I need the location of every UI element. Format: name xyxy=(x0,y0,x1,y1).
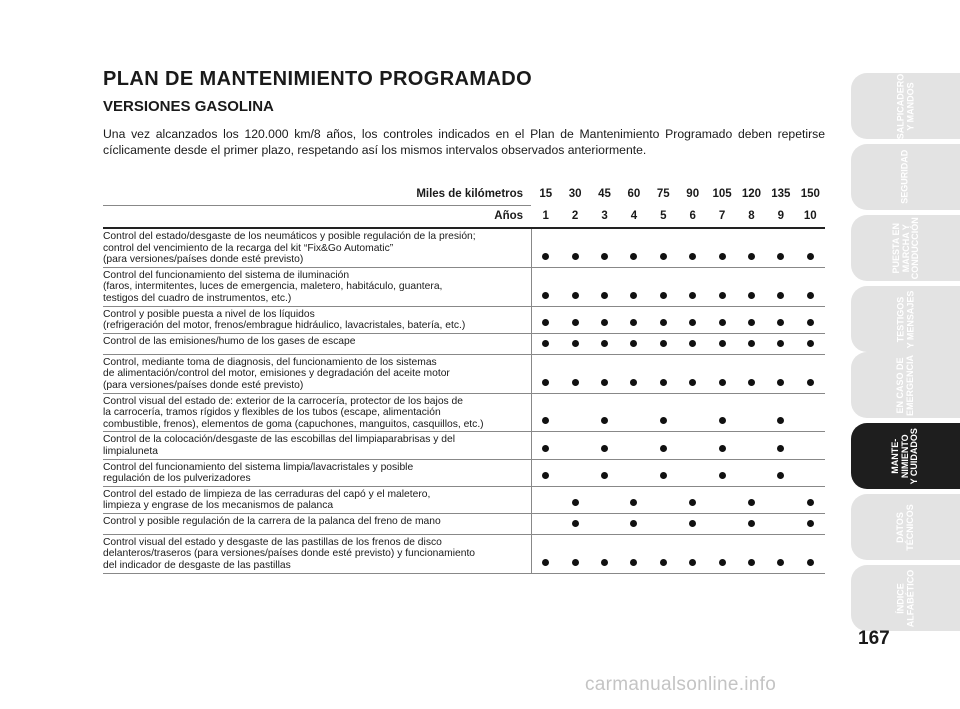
check-dot-icon xyxy=(601,417,608,424)
interval-cell xyxy=(590,486,619,513)
interval-cell xyxy=(766,354,795,393)
interval-cell xyxy=(737,228,766,267)
check-dot-icon xyxy=(542,417,549,424)
interval-cell xyxy=(766,432,795,459)
interval-cell xyxy=(737,333,766,354)
interval-cell xyxy=(531,306,560,333)
check-dot-icon xyxy=(777,292,784,299)
check-dot-icon xyxy=(807,253,814,260)
interval-cell xyxy=(707,267,736,306)
check-dot-icon xyxy=(542,445,549,452)
interval-cell xyxy=(619,486,648,513)
interval-cell xyxy=(619,513,648,534)
chapter-tab[interactable] xyxy=(851,215,960,281)
chapter-tab[interactable] xyxy=(851,423,960,489)
description-line: (faros, intermitentes, luces de emergencia, maletero, habitáculo, guantera, xyxy=(103,281,443,293)
table-row xyxy=(103,393,825,432)
header-km-value: 150 xyxy=(800,188,820,201)
table-row xyxy=(103,534,825,573)
interval-cell xyxy=(678,432,707,459)
header-year-value: 9 xyxy=(766,206,795,229)
interval-cell xyxy=(707,333,736,354)
interval-cell xyxy=(560,267,589,306)
check-dot-icon xyxy=(689,340,696,347)
interval-cell xyxy=(590,393,619,432)
description-line: Control visual del estado de: exterior de la carrocería, protector de los bajos de xyxy=(103,395,464,407)
description-line: Control de las emisiones/humo de los gases de escape xyxy=(103,335,356,347)
check-dot-icon xyxy=(689,379,696,386)
header-km-value: 105 xyxy=(712,188,732,201)
description-line: Control del estado/desgaste de los neumáticos y posible regulación de la presión; xyxy=(103,231,476,242)
description-line: delanteros/traseros (para versiones/países donde esté previsto) y funcionamiento xyxy=(103,548,476,560)
interval-cell xyxy=(766,393,795,432)
interval-cell xyxy=(590,354,619,393)
description-line: Control y posible puesta a nivel de los líquidos xyxy=(103,308,315,320)
check-dot-icon xyxy=(748,520,755,527)
interval-cell xyxy=(560,306,589,333)
check-dot-icon xyxy=(542,379,549,386)
check-dot-icon xyxy=(572,319,579,326)
check-dot-icon xyxy=(572,499,579,506)
chapter-tab[interactable] xyxy=(851,286,960,352)
check-dot-icon xyxy=(660,559,667,566)
check-dot-icon xyxy=(660,292,667,299)
interval-cell xyxy=(766,486,795,513)
table-row xyxy=(103,267,825,306)
header-year-value: 3 xyxy=(590,206,619,229)
row-description xyxy=(103,513,531,534)
interval-cell xyxy=(649,228,678,267)
interval-cell xyxy=(766,534,795,573)
check-dot-icon xyxy=(542,559,549,566)
interval-cell xyxy=(531,228,560,267)
description-line: control del vencimiento de la recarga del kit “Fix&Go Automatic” xyxy=(103,242,394,254)
interval-cell xyxy=(737,354,766,393)
interval-cell xyxy=(560,459,589,486)
interval-cell xyxy=(796,354,825,393)
description-line: (refrigeración del motor, frenos/embrague hidráulico, lavacristales, batería, etc.) xyxy=(103,320,466,332)
check-dot-icon xyxy=(660,445,667,452)
check-dot-icon xyxy=(748,253,755,260)
check-dot-icon xyxy=(630,379,637,386)
table-row xyxy=(103,486,825,513)
interval-cell xyxy=(678,393,707,432)
table-row xyxy=(103,432,825,459)
row-description xyxy=(103,354,531,393)
interval-cell xyxy=(531,534,560,573)
interval-cell xyxy=(737,393,766,432)
check-dot-icon xyxy=(601,340,608,347)
interval-cell xyxy=(649,306,678,333)
interval-cell xyxy=(531,354,560,393)
interval-cell xyxy=(590,432,619,459)
chapter-tab-label: EN CASO DE EMERGENCIA xyxy=(894,354,915,416)
check-dot-icon xyxy=(777,445,784,452)
check-dot-icon xyxy=(542,253,549,260)
check-dot-icon xyxy=(807,520,814,527)
check-dot-icon xyxy=(660,340,667,347)
description-line: del indicador de desgaste de las pastillas xyxy=(103,560,291,572)
check-dot-icon xyxy=(807,319,814,326)
check-dot-icon xyxy=(630,253,637,260)
interval-cell xyxy=(796,393,825,432)
interval-cell xyxy=(678,534,707,573)
check-dot-icon xyxy=(630,292,637,299)
chapter-tab-label: ÍNDICE ALFABÉTICO xyxy=(895,569,915,627)
check-dot-icon xyxy=(719,340,726,347)
interval-cell xyxy=(590,267,619,306)
description-line: testigos del cuadro de instrumentos, etc.) xyxy=(103,292,292,304)
check-dot-icon xyxy=(572,520,579,527)
interval-cell xyxy=(649,513,678,534)
check-dot-icon xyxy=(807,340,814,347)
header-year-value: 7 xyxy=(707,206,736,229)
header-km-value: 45 xyxy=(598,188,611,201)
interval-cell xyxy=(707,534,736,573)
chapter-tab[interactable] xyxy=(851,352,960,418)
interval-cell xyxy=(737,513,766,534)
check-dot-icon xyxy=(660,319,667,326)
check-dot-icon xyxy=(601,319,608,326)
interval-cell xyxy=(737,432,766,459)
interval-cell xyxy=(649,354,678,393)
interval-cell xyxy=(678,228,707,267)
table-row xyxy=(103,333,825,354)
check-dot-icon xyxy=(660,472,667,479)
table-row xyxy=(103,354,825,393)
interval-cell xyxy=(590,228,619,267)
check-dot-icon xyxy=(542,319,549,326)
header-km-value: 90 xyxy=(686,188,700,201)
check-dot-icon xyxy=(601,472,608,479)
header-km-value: 15 xyxy=(539,188,553,201)
interval-cell xyxy=(796,267,825,306)
check-dot-icon xyxy=(748,292,755,299)
check-dot-icon xyxy=(601,379,608,386)
check-dot-icon xyxy=(748,559,755,566)
table-row xyxy=(103,513,825,534)
check-dot-icon xyxy=(777,417,784,424)
description-line: limpialuneta xyxy=(103,445,158,457)
check-dot-icon xyxy=(572,253,579,260)
check-dot-icon xyxy=(719,472,726,479)
interval-cell xyxy=(619,393,648,432)
description-line: limpieza y engrase de los mecanismos de palanca xyxy=(103,500,334,512)
interval-cell xyxy=(560,393,589,432)
header-year-value: 2 xyxy=(560,206,589,229)
check-dot-icon xyxy=(572,340,579,347)
interval-cell xyxy=(796,228,825,267)
interval-cell xyxy=(707,432,736,459)
interval-cell xyxy=(737,486,766,513)
check-dot-icon xyxy=(660,253,667,260)
description-line: la carrocería, tramos rígidos y flexibles de los tubos (escape, alimentación xyxy=(103,407,441,419)
interval-cell xyxy=(737,306,766,333)
row-description xyxy=(103,534,531,573)
header-years-label: Años xyxy=(103,206,531,229)
interval-cell xyxy=(619,432,648,459)
section-subtitle: VERSIONES GASOLINA xyxy=(103,98,274,115)
header-km-value: 60 xyxy=(627,188,641,201)
check-dot-icon xyxy=(630,319,637,326)
description-line: regulación de los pulverizadores xyxy=(103,473,251,485)
check-dot-icon xyxy=(630,559,637,566)
check-dot-icon xyxy=(572,379,579,386)
page-title: PLAN DE MANTENIMIENTO PROGRAMADO xyxy=(103,68,533,90)
row-description xyxy=(103,306,531,333)
check-dot-icon xyxy=(748,319,755,326)
interval-cell xyxy=(560,228,589,267)
interval-cell xyxy=(678,486,707,513)
interval-cell xyxy=(796,486,825,513)
interval-cell xyxy=(619,459,648,486)
interval-cell xyxy=(766,513,795,534)
interval-cell xyxy=(707,306,736,333)
check-dot-icon xyxy=(777,340,784,347)
check-dot-icon xyxy=(719,445,726,452)
check-dot-icon xyxy=(689,499,696,506)
interval-cell xyxy=(649,333,678,354)
row-description xyxy=(103,267,531,306)
interval-cell xyxy=(649,534,678,573)
check-dot-icon xyxy=(601,253,608,260)
interval-cell xyxy=(796,513,825,534)
interval-cell xyxy=(619,267,648,306)
interval-cell xyxy=(766,306,795,333)
page-number: 167 xyxy=(858,628,890,649)
check-dot-icon xyxy=(542,340,549,347)
interval-cell xyxy=(560,513,589,534)
interval-cell xyxy=(678,354,707,393)
chapter-tab[interactable] xyxy=(851,565,960,631)
table-row xyxy=(103,228,825,267)
check-dot-icon xyxy=(601,292,608,299)
header-year-value: 8 xyxy=(737,206,766,229)
interval-cell xyxy=(796,333,825,354)
interval-cell xyxy=(531,459,560,486)
header-year-value: 1 xyxy=(531,206,560,229)
interval-cell xyxy=(531,333,560,354)
interval-cell xyxy=(590,333,619,354)
interval-cell xyxy=(590,306,619,333)
interval-cell xyxy=(796,306,825,333)
chapter-tab[interactable] xyxy=(851,73,960,139)
interval-cell xyxy=(678,459,707,486)
description-line: Control y posible regulación de la carrera de la palanca del freno de mano xyxy=(103,515,441,527)
check-dot-icon xyxy=(777,319,784,326)
description-line: (para versiones/países donde esté previsto) xyxy=(103,254,304,266)
row-description xyxy=(103,333,531,354)
check-dot-icon xyxy=(689,559,696,566)
interval-cell xyxy=(766,333,795,354)
interval-cell xyxy=(649,459,678,486)
check-dot-icon xyxy=(689,520,696,527)
check-dot-icon xyxy=(601,445,608,452)
header-year-value: 5 xyxy=(649,206,678,229)
interval-cell xyxy=(560,354,589,393)
interval-cell xyxy=(560,432,589,459)
interval-cell xyxy=(531,267,560,306)
description-line: (para versiones/países donde esté previsto) xyxy=(103,379,304,391)
interval-cell xyxy=(707,459,736,486)
interval-cell xyxy=(560,333,589,354)
check-dot-icon xyxy=(777,472,784,479)
description-line: Control visual del estado y desgaste de las pastillas de los frenos de disco xyxy=(103,536,442,548)
description-line: de alimentación/control del motor, emisiones y degradación del aceite motor xyxy=(103,368,450,380)
interval-cell xyxy=(707,354,736,393)
check-dot-icon xyxy=(542,292,549,299)
interval-cell xyxy=(619,306,648,333)
description-line: Control del estado de limpieza de las cerraduras del capó y el maletero, xyxy=(103,488,431,500)
header-km-value: 120 xyxy=(741,188,762,201)
interval-cell xyxy=(649,267,678,306)
check-dot-icon xyxy=(542,472,549,479)
check-dot-icon xyxy=(689,319,696,326)
row-description xyxy=(103,459,531,486)
interval-cell xyxy=(560,534,589,573)
header-km-value: 30 xyxy=(568,188,582,201)
header-km-label: Miles de kilómetros xyxy=(103,184,531,206)
chapter-tab-label: SEGURIDAD xyxy=(899,149,910,205)
check-dot-icon xyxy=(748,340,755,347)
row-description xyxy=(103,393,531,432)
check-dot-icon xyxy=(719,319,726,326)
check-dot-icon xyxy=(748,379,755,386)
header-year-value: 6 xyxy=(678,206,707,229)
watermark: carmanualsonline.info xyxy=(585,674,777,695)
check-dot-icon xyxy=(689,292,696,299)
row-description xyxy=(103,228,531,267)
maintenance-schedule-table xyxy=(103,184,825,574)
interval-cell xyxy=(707,393,736,432)
table-row xyxy=(103,459,825,486)
chapter-tab-label: PUESTA EN MARCHA Y CONDUCCIÓN xyxy=(890,217,920,279)
check-dot-icon xyxy=(630,520,637,527)
interval-cell xyxy=(707,513,736,534)
check-dot-icon xyxy=(601,559,608,566)
chapter-tab-label: TESTIGOS Y MENSAJES xyxy=(894,290,915,348)
interval-cell xyxy=(737,267,766,306)
interval-cell xyxy=(678,267,707,306)
chapter-tab[interactable] xyxy=(851,494,960,560)
interval-cell xyxy=(766,228,795,267)
interval-cell xyxy=(590,513,619,534)
interval-cell xyxy=(531,393,560,432)
interval-cell xyxy=(590,534,619,573)
interval-cell xyxy=(531,432,560,459)
interval-cell xyxy=(619,354,648,393)
check-dot-icon xyxy=(807,499,814,506)
interval-cell xyxy=(678,333,707,354)
description-line: Control, mediante toma de diagnosis, del funcionamiento de los sistemas xyxy=(103,356,437,368)
check-dot-icon xyxy=(777,559,784,566)
interval-cell xyxy=(619,534,648,573)
header-row-km xyxy=(103,184,825,206)
header-km-value: 135 xyxy=(771,188,791,201)
interval-cell xyxy=(737,534,766,573)
check-dot-icon xyxy=(719,559,726,566)
header-year-value: 4 xyxy=(619,206,648,229)
interval-cell xyxy=(590,459,619,486)
check-dot-icon xyxy=(719,417,726,424)
interval-cell xyxy=(796,534,825,573)
header-year-value: 10 xyxy=(796,206,825,229)
interval-cell xyxy=(649,486,678,513)
header-row-years xyxy=(103,206,825,229)
interval-cell xyxy=(678,306,707,333)
chapter-tab[interactable] xyxy=(851,144,960,210)
row-description xyxy=(103,432,531,459)
interval-cell xyxy=(560,486,589,513)
check-dot-icon xyxy=(660,417,667,424)
row-description xyxy=(103,486,531,513)
header-km-value: 75 xyxy=(656,188,670,201)
intro-paragraph: Una vez alcanzados los 120.000 km/8 años, los controles indicados en el Plan de Mantenimiento Programado deben repetirse cíclicamente desde el primer plazo, respetando así los mismos intervalos observados anteriormente. xyxy=(103,127,825,157)
description-line: Control del funcionamiento del sistema limpia/lavacristales y posible xyxy=(103,461,414,473)
check-dot-icon xyxy=(630,340,637,347)
check-dot-icon xyxy=(719,379,726,386)
interval-cell xyxy=(707,486,736,513)
check-dot-icon xyxy=(572,559,579,566)
chapter-tab-label: DATOS TÉCNICOS xyxy=(894,503,915,551)
interval-cell xyxy=(531,513,560,534)
interval-cell xyxy=(678,513,707,534)
description-line: combustible, frenos), elementos de goma (capuchones, manguitos, casquillos, etc.) xyxy=(103,418,484,430)
interval-cell xyxy=(619,333,648,354)
check-dot-icon xyxy=(807,379,814,386)
interval-cell xyxy=(649,432,678,459)
interval-cell xyxy=(766,459,795,486)
check-dot-icon xyxy=(689,253,696,260)
check-dot-icon xyxy=(807,559,814,566)
interval-cell xyxy=(649,393,678,432)
check-dot-icon xyxy=(719,253,726,260)
interval-cell xyxy=(707,228,736,267)
check-dot-icon xyxy=(777,253,784,260)
check-dot-icon xyxy=(807,292,814,299)
description-line: Control del funcionamiento del sistema de iluminación xyxy=(103,269,350,281)
check-dot-icon xyxy=(748,499,755,506)
interval-cell xyxy=(796,432,825,459)
chapter-tab-label: SALPICADERO Y MANDOS xyxy=(894,73,915,139)
check-dot-icon xyxy=(630,499,637,506)
table-row xyxy=(103,306,825,333)
check-dot-icon xyxy=(719,292,726,299)
interval-cell xyxy=(766,267,795,306)
interval-cell xyxy=(796,459,825,486)
interval-cell xyxy=(619,228,648,267)
description-line: Control de la colocación/desgaste de las escobillas del limpiaparabrisas y del xyxy=(103,434,456,446)
interval-cell xyxy=(737,459,766,486)
interval-cell xyxy=(531,486,560,513)
check-dot-icon xyxy=(572,292,579,299)
check-dot-icon xyxy=(777,379,784,386)
check-dot-icon xyxy=(660,379,667,386)
chapter-tab-label: MANTE- NIMIENTO Y CUIDADOS xyxy=(890,427,920,485)
